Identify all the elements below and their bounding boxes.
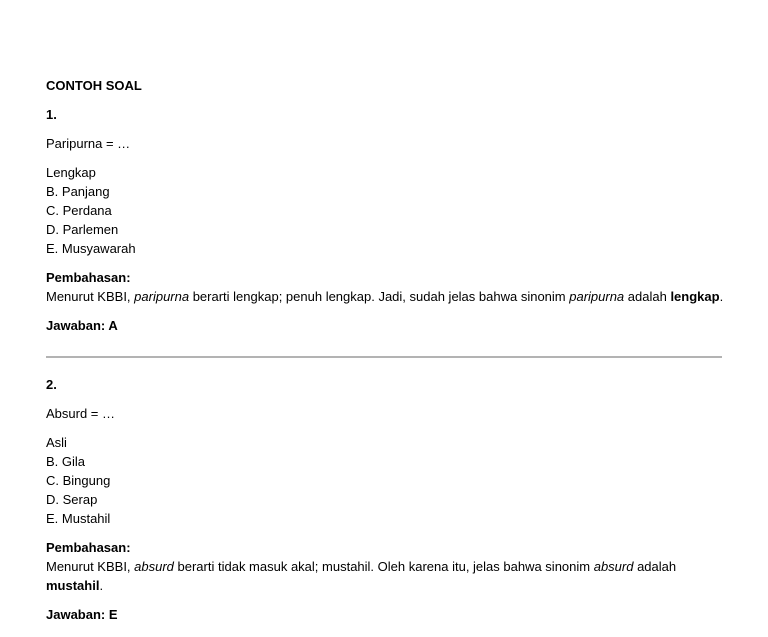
option-item: B. Panjang [46, 184, 110, 199]
option-item: E. Musyawarah [46, 241, 136, 256]
answer-key: Jawaban: A [46, 318, 118, 333]
question-number: 1. [46, 107, 57, 122]
answer-options [46, 433, 726, 528]
option-item: Lengkap [46, 165, 96, 180]
question-prompt: Absurd = … [46, 406, 116, 421]
question-number: 2. [46, 377, 57, 392]
section-divider [46, 356, 722, 358]
option-item: B. Gila [46, 454, 86, 469]
option-item: D. Serap [46, 492, 98, 507]
answer-key: Jawaban: E [46, 607, 118, 622]
section-title: CONTOH SOAL [46, 78, 142, 93]
discussion-text: Menurut KBBI, absurd berarti tidak masuk akal; mustahil. Oleh karena itu, jelas bahwa sinonim absurd adalah mustahil. [46, 559, 677, 593]
question-block-2 [46, 375, 726, 624]
document-page [46, 76, 726, 624]
option-item: Asli [46, 435, 67, 450]
option-item: C. Bingung [46, 473, 111, 488]
option-item: D. Parlemen [46, 222, 119, 237]
option-item: C. Perdana [46, 203, 112, 218]
question-prompt: Paripurna = … [46, 136, 131, 151]
answer-options [46, 163, 726, 258]
discussion-text: Menurut KBBI, paripurna berarti lengkap; penuh lengkap. Jadi, sudah jelas bahwa sinonim paripurna adalah lengkap. [46, 289, 724, 304]
option-item: E. Mustahil [46, 511, 111, 526]
discussion-title: Pembahasan: [46, 540, 131, 555]
discussion-title: Pembahasan: [46, 270, 131, 285]
question-block-1 [46, 105, 726, 335]
